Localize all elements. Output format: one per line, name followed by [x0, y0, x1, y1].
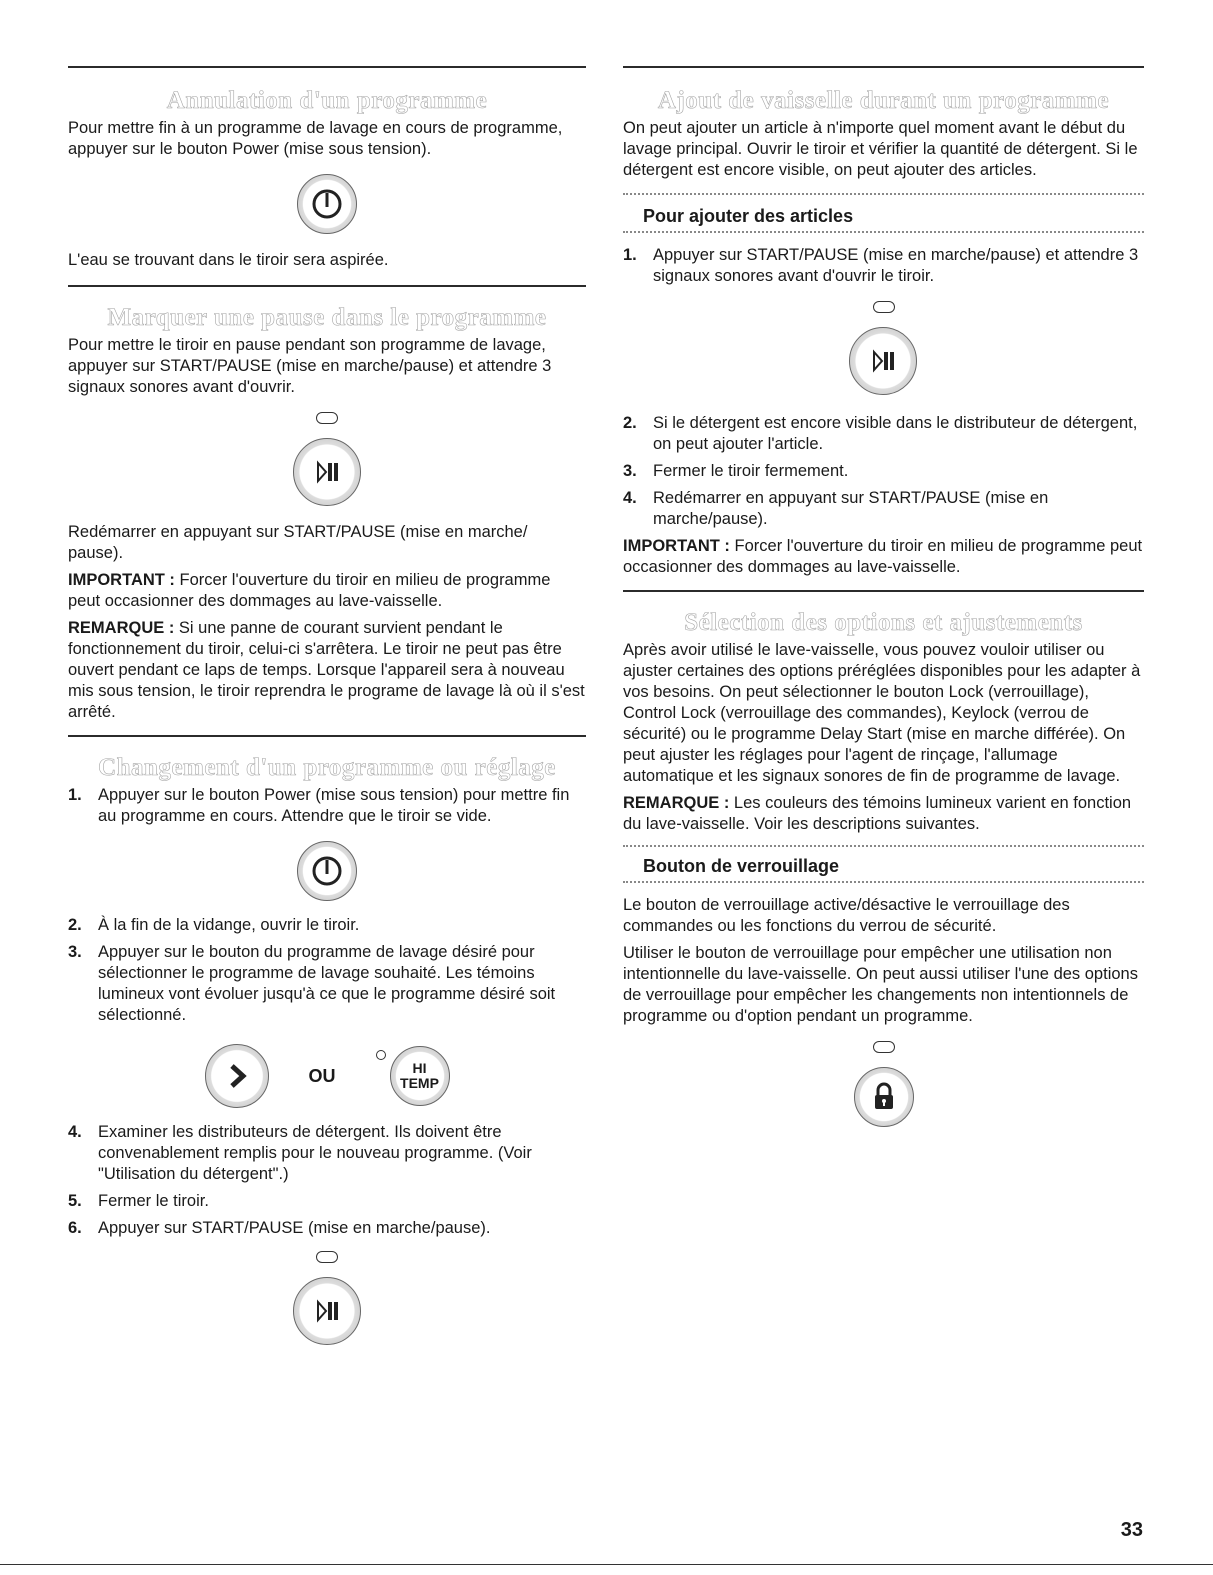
right-column [623, 66, 1144, 1127]
important-label: IMPORTANT : [68, 571, 175, 589]
important-note [623, 536, 1144, 578]
remark-label: REMARQUE : [623, 794, 730, 812]
paragraph: Utiliser le bouton de verrouillage pour empêcher une utilisation non intentionnelle du lave-vaisselle. On peut aussi utiliser l'une des options de verrouillage pour empêcher les changements non intentionnels de programme ou d'option pendant un programme. [623, 944, 1138, 1025]
steps-list [623, 245, 1144, 287]
dotted-divider [623, 881, 1144, 883]
indicator-light-icon [316, 1251, 338, 1263]
section-title-change: Changement d'un programme ou réglage [98, 754, 556, 781]
temp-label: TEMP [400, 1075, 439, 1091]
subheading: Pour ajouter des articles [643, 206, 854, 226]
steps-list [68, 915, 586, 1026]
cycle-arrow-icon [205, 1044, 269, 1108]
or-label: OU [308, 1065, 336, 1086]
remark-text: Les couleurs des témoins lumineux varient en fonction du lave-vaisselle. Voir les descriptions suivantes. [623, 794, 1132, 833]
important-label: IMPORTANT : [623, 537, 730, 555]
section-rule [68, 735, 586, 737]
section-title-pause: Marquer une pause dans le programme [107, 304, 547, 331]
important-text: Forcer l'ouverture du tiroir en milieu de programme peut occasionner des dommages au lave-vaisselle. [68, 571, 551, 610]
section-rule [623, 66, 1144, 68]
list-item: 4. Redémarrer en appuyant sur START/PAUSE (mise en marche/pause). [623, 489, 1049, 528]
list-item: 5. Fermer le tiroir. [68, 1192, 209, 1210]
dotted-divider [623, 193, 1144, 195]
section-title-cancel: Annulation d'un programme [166, 87, 488, 114]
list-item: 2. À la fin de la vidange, ouvrir le tiroir. [68, 916, 360, 934]
power-icon [297, 174, 357, 234]
list-item: 6. Appuyer sur START/PAUSE (mise en marche/pause). [68, 1219, 491, 1237]
lock-icon [854, 1067, 914, 1127]
section-title-add-dishes: Ajout de vaisselle durant un programme [657, 87, 1110, 114]
indicator-light-icon [873, 301, 895, 313]
hi-temp-icon [390, 1046, 450, 1106]
page-number: 33 [1120, 1519, 1143, 1541]
start-pause-illustration [68, 412, 586, 506]
paragraph: Après avoir utilisé le lave-vaisselle, vous pouvez vouloir utiliser ou ajuster certaines des options préréglées disponibles pour les adapter à vos besoins. On peut sélectionner le bouton Lock (verrouillage), Control Lock (verrouillage des commandes), Keylock (verrou de sécurité) ou le programme Delay Start (mise en marche différée). On peut ajuster les réglages pour l'agent de rinçage, l'allumage automatique et les signaux sonores de fin de programme de lavage. [623, 641, 1141, 785]
remark-note [623, 793, 1144, 835]
section-title-options: Sélection des options et ajustements [684, 609, 1083, 636]
indicator-light-icon [316, 412, 338, 424]
start-pause-illustration [623, 301, 1144, 395]
steps-list [623, 413, 1144, 530]
list-item: 1. Appuyer sur le bouton Power (mise sous tension) pour mettre fin au programme en cours. Attendre que le tiroir se vide. [68, 786, 570, 825]
subheading: Bouton de verrouillage [643, 856, 840, 876]
indicator-light-icon [873, 1041, 895, 1053]
indicator-light-icon [376, 1050, 386, 1060]
dotted-divider [623, 231, 1144, 233]
section-rule [68, 66, 586, 68]
remark-label: REMARQUE : [68, 619, 175, 637]
dotted-divider [623, 845, 1144, 847]
power-button-illustration [68, 174, 586, 234]
important-note [68, 570, 586, 612]
list-item: 1. Appuyer sur START/PAUSE (mise en marche/pause) et attendre 3 signaux sonores avant d'ouvrir le tiroir. [623, 246, 1139, 285]
paragraph: Pour mettre fin à un programme de lavage en cours de programme, appuyer sur le bouton Power (mise sous tension). [68, 119, 563, 158]
section-rule [623, 590, 1144, 592]
list-item: 4. Examiner les distributeurs de détergent. Ils doivent être convenablement remplis pour le nouveau programme. (Voir "Utilisation du détergent".) [68, 1123, 532, 1183]
paragraph: Pour mettre le tiroir en pause pendant son programme de lavage, appuyer sur START/PAUSE (mise en marche/pause) et attendre 3 signaux sonores avant d'ouvrir. [68, 336, 552, 396]
paragraph: Redémarrer en appuyant sur START/PAUSE (mise en marche/ pause). [68, 523, 528, 562]
power-icon [297, 841, 357, 901]
list-item: 2. Si le détergent est encore visible dans le distributeur de détergent, on peut ajouter l'article. [623, 414, 1138, 453]
list-item: 3. Appuyer sur le bouton du programme de lavage désiré pour sélectionner le programme de lavage souhaité. Les témoins lumineux vont évoluer jusqu'à ce que le programme désiré soit sélectionné. [68, 943, 556, 1024]
list-item: 3. Fermer le tiroir fermement. [623, 462, 849, 480]
start-pause-icon [293, 438, 361, 506]
start-pause-icon [849, 327, 917, 395]
paragraph: On peut ajouter un article à n'importe quel moment avant le début du lavage principal. Ouvrir le tiroir et vérifier la quantité de détergent. Si le détergent est encore visible, on peut ajouter des articles. [623, 119, 1138, 179]
paragraph: L'eau se trouvant dans le tiroir sera aspirée. [68, 251, 389, 269]
power-button-illustration [68, 841, 586, 901]
paragraph: Le bouton de verrouillage active/désactive le verrouillage des commandes ou les fonctions du verrou de sécurité. [623, 896, 1070, 935]
steps-list [68, 785, 586, 827]
important-text: Forcer l'ouverture du tiroir en milieu de programme peut occasionner des dommages au lave-vaisselle. [623, 537, 1143, 576]
remark-note [68, 618, 586, 723]
start-pause-icon [293, 1277, 361, 1345]
start-pause-illustration [68, 1251, 586, 1345]
section-rule [68, 285, 586, 287]
cycle-or-temp-illustration [68, 1044, 586, 1108]
hi-label: HI [412, 1060, 427, 1076]
lock-button-illustration [623, 1041, 1144, 1127]
steps-list [68, 1122, 586, 1239]
remark-text: Si une panne de courant survient pendant le fonctionnement du tiroir, celui-ci s'arrêtera. Le tiroir ne peut pas être ouvert pendant ce laps de temps. Lorsque l'appareil sera à nouveau mis sous tension, le tiroir reprendra le programe de lavage là où il s'est arrêté. [68, 619, 585, 721]
footer-rule [0, 1564, 1213, 1565]
left-column [68, 66, 586, 1345]
